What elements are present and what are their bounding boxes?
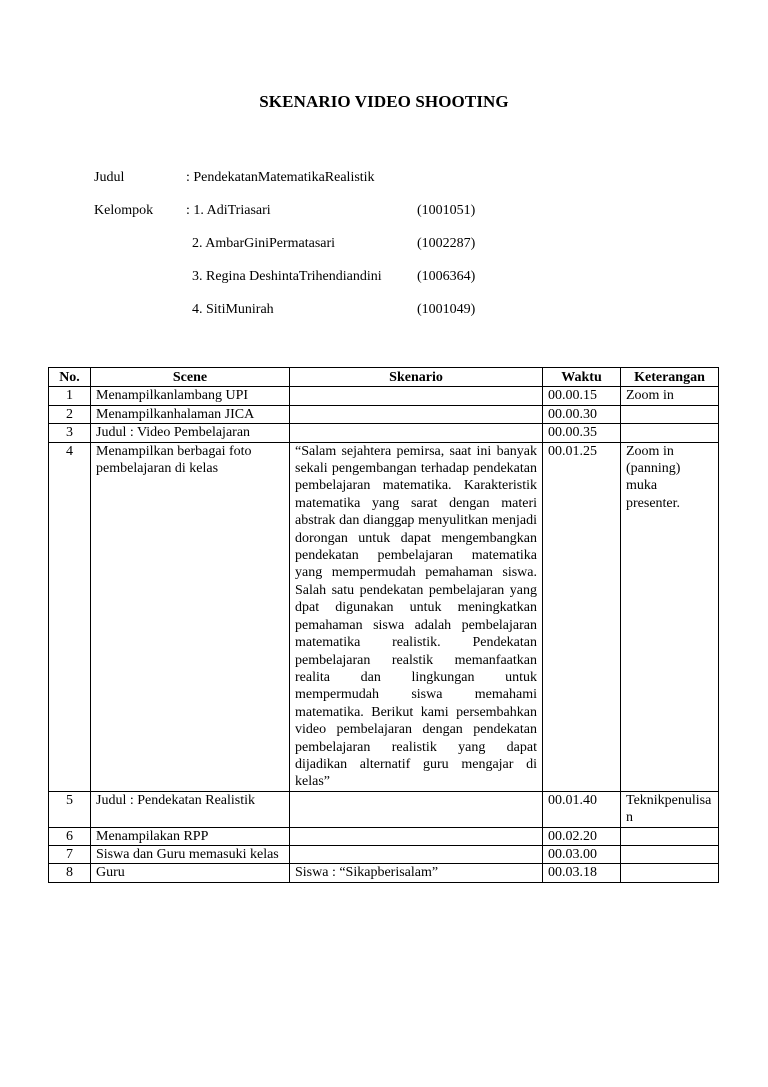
table-row (49, 424, 719, 442)
row-keterangan (621, 424, 719, 442)
row-keterangan: Zoom in (621, 387, 719, 405)
row-keterangan (621, 845, 719, 863)
row-skenario: Siswa : “Sikapberisalam” (290, 864, 543, 882)
member-id: (1002287) (417, 236, 476, 251)
table-row (49, 442, 719, 791)
row-scene: Guru (91, 864, 290, 882)
header-no: No. (49, 368, 91, 387)
row-no: 3 (49, 424, 91, 442)
member-name: 3. Regina DeshintaTrihendiandini (192, 269, 382, 284)
page-title: SKENARIO VIDEO SHOOTING (259, 92, 509, 111)
table-row (49, 827, 719, 845)
row-scene: Menampilakan RPP (91, 827, 290, 845)
header-skenario: Skenario (290, 368, 543, 387)
row-keterangan (621, 864, 719, 882)
row-scene: Menampilkan berbagai foto pembelajaran di kelas (91, 442, 290, 791)
row-skenario (290, 387, 543, 405)
row-no: 2 (49, 405, 91, 423)
row-scene: Siswa dan Guru memasuki kelas (91, 845, 290, 863)
row-keterangan: Zoom in (panning) muka presenter. (621, 442, 719, 791)
table-row (49, 864, 719, 882)
row-no: 4 (49, 442, 91, 791)
row-scene: Menampilkanlambang UPI (91, 387, 290, 405)
row-no: 5 (49, 791, 91, 827)
row-scene: Menampilkanhalaman JICA (91, 405, 290, 423)
row-waktu: 00.00.35 (543, 424, 621, 442)
row-waktu: 00.00.15 (543, 387, 621, 405)
row-skenario (290, 845, 543, 863)
table-row (49, 845, 719, 863)
table-row (49, 405, 719, 423)
member-name: : 1. AdiTriasari (186, 203, 271, 218)
row-scene: Judul : Pendekatan Realistik (91, 791, 290, 827)
row-waktu: 00.03.00 (543, 845, 621, 863)
row-keterangan (621, 827, 719, 845)
row-skenario: “Salam sejahtera pemirsa, saat ini banyak sekali pengembangan terhadap pendekatan pembelajaran matematika. Karakteristik matematika yang sarat dengan materi abstrak dan dianggap menyulitkan menjadi dorongan untuk dapat mengembangkan pendekatan pembelajaran matematika yang mempermudah pemahaman siswa. Salah satu pendekatan pembelajaran yang dpat digunakan untuk meningkatkan pemahaman siswa adalah pembelajaran matematika realistik. Pendekatan pembelajaran realstik memanfaatkan realita dan lingkungan untuk mempermudah siswa memahami matematika. Berikut kami persembahkan video pembelajaran dengan pendekatan pembelajaran realistik yang dapat dijadikan alternatif guru mengajar di kelas” (290, 442, 543, 791)
row-skenario (290, 791, 543, 827)
row-no: 1 (49, 387, 91, 405)
scenario-table (48, 367, 719, 883)
table-row (49, 791, 719, 827)
row-keterangan: Teknikpenulisan (621, 791, 719, 827)
header-scene: Scene (91, 368, 290, 387)
row-waktu: 00.01.40 (543, 791, 621, 827)
member-id: (1001049) (417, 302, 476, 317)
member-id: (1006364) (417, 269, 476, 284)
judul-value: : PendekatanMatematikaRealistik (186, 170, 375, 185)
row-waktu: 00.00.30 (543, 405, 621, 423)
row-no: 7 (49, 845, 91, 863)
row-waktu: 00.03.18 (543, 864, 621, 882)
row-skenario (290, 827, 543, 845)
member-id: (1001051) (417, 203, 476, 218)
row-skenario (290, 405, 543, 423)
member-name: 2. AmbarGiniPermatasari (192, 236, 336, 251)
header-keterangan: Keterangan (621, 368, 719, 387)
row-no: 6 (49, 827, 91, 845)
member-name: 4. SitiMunirah (192, 302, 274, 317)
row-skenario (290, 424, 543, 442)
row-keterangan (621, 405, 719, 423)
kelompok-label: Kelompok (94, 203, 154, 218)
table-header-row (49, 368, 719, 387)
judul-label: Judul (94, 170, 125, 185)
row-waktu: 00.01.25 (543, 442, 621, 791)
row-no: 8 (49, 864, 91, 882)
row-waktu: 00.02.20 (543, 827, 621, 845)
row-scene: Judul : Video Pembelajaran (91, 424, 290, 442)
header-waktu: Waktu (543, 368, 621, 387)
table-row (49, 387, 719, 405)
